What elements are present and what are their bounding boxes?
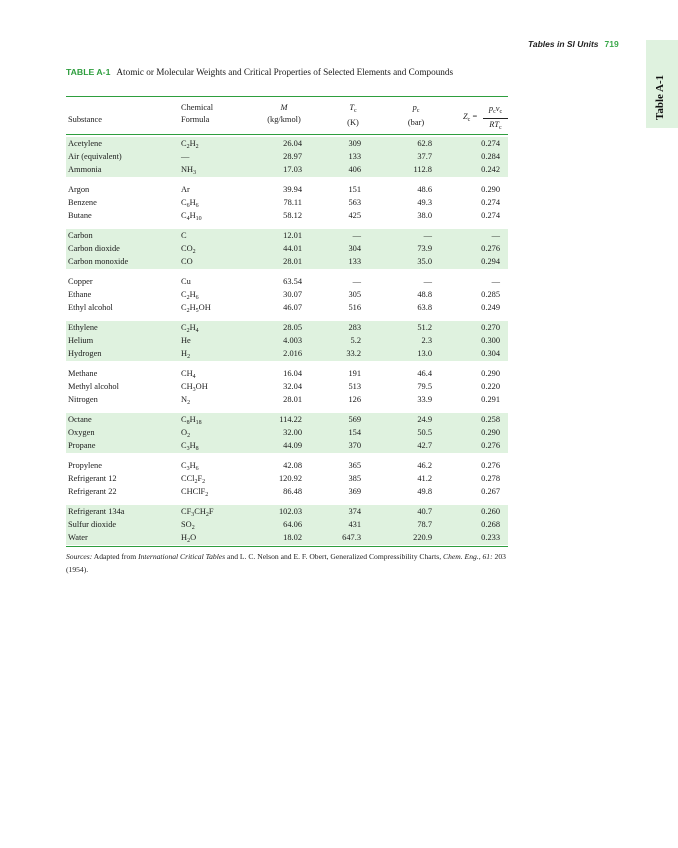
- col-zc-lhs: $Z_c$ =: [463, 112, 478, 123]
- molar-mass-cell: 46.07: [283, 302, 302, 312]
- table-row: [66, 256, 508, 269]
- zc-cell: 0.274: [481, 197, 500, 207]
- formula-cell: $CF_3CH_2F$: [181, 507, 214, 518]
- row-group: [66, 183, 508, 223]
- pc-cell: 46.2: [417, 461, 432, 470]
- table-row: [66, 302, 508, 315]
- pc-cell: 33.9: [417, 394, 432, 404]
- tc-cell: 374: [348, 507, 361, 516]
- pc-cell: 78.7: [417, 519, 432, 529]
- tc-cell: 151: [348, 185, 361, 194]
- formula-cell: CHClF$_2$: [181, 486, 209, 498]
- table-row: [66, 532, 508, 545]
- substance-cell: Benzene: [68, 197, 97, 207]
- pc-cell: 79.5: [417, 381, 432, 391]
- pc-cell: 63.8: [417, 302, 432, 312]
- zc-cell: 0.278: [481, 473, 500, 483]
- pc-cell: 37.7: [417, 151, 432, 161]
- col-molar-mass: M (kg/kmol): [267, 103, 301, 124]
- side-tab: [646, 40, 678, 128]
- table-row: [66, 440, 508, 453]
- formula-cell: CO: [181, 256, 193, 266]
- row-group: [66, 229, 508, 269]
- formula-cell: $C_8H_{18}$: [181, 415, 202, 426]
- table-row: [66, 197, 508, 210]
- zc-cell: 0.268: [481, 519, 500, 529]
- tc-cell: —: [352, 231, 361, 240]
- col-formula: Chemical Formula: [181, 103, 214, 124]
- substance-cell: Carbon: [68, 231, 93, 240]
- tc-cell: 126: [348, 394, 361, 404]
- molar-mass-cell: 30.07: [283, 289, 302, 299]
- side-tab-label: Table A-1: [654, 74, 666, 120]
- col-zc-fraction: $p_cv_c$ $RT_c$: [483, 103, 508, 134]
- zc-cell: 0.249: [481, 302, 500, 312]
- formula-cell: $C_3H_6$: [181, 461, 199, 472]
- formula-cell: He: [181, 335, 191, 345]
- tc-cell: 309: [348, 139, 361, 148]
- zc-cell: 0.270: [481, 323, 500, 332]
- substance-cell: Helium: [68, 335, 94, 345]
- table-row: [66, 348, 508, 361]
- zc-cell: 0.290: [481, 185, 500, 194]
- pc-cell: 41.2: [417, 473, 432, 483]
- formula-cell: $H_2O$: [181, 532, 197, 544]
- col-tc: $T_c$ (K): [347, 103, 359, 127]
- substance-cell: Ammonia: [68, 164, 102, 174]
- molar-mass-cell: 17.03: [283, 164, 302, 174]
- header-rule: [66, 134, 508, 135]
- table-row: [66, 210, 508, 223]
- tc-cell: —: [352, 277, 361, 286]
- formula-cell: $NH_3$: [181, 164, 197, 176]
- molar-mass-cell: 26.04: [283, 139, 302, 148]
- zc-cell: 0.220: [481, 381, 500, 391]
- zc-cell: 0.291: [481, 394, 500, 404]
- pc-cell: —: [423, 277, 432, 286]
- molar-mass-cell: 28.05: [283, 323, 302, 332]
- formula-cell: $C_6H_6$: [181, 197, 199, 209]
- molar-mass-cell: 86.48: [283, 486, 302, 496]
- zc-cell: 0.274: [481, 139, 500, 148]
- formula-cell: $C_2H_6$: [181, 289, 199, 301]
- formula-cell: $H_2$: [181, 348, 191, 360]
- table-row: [66, 164, 508, 177]
- zc-cell: 0.267: [481, 486, 500, 496]
- molar-mass-cell: 16.04: [283, 369, 302, 378]
- table-row: [66, 368, 508, 381]
- tc-cell: 365: [348, 461, 361, 470]
- substance-cell: Ethyl alcohol: [68, 302, 113, 312]
- tc-cell: 513: [348, 381, 361, 391]
- formula-cell: $C_2H_4$: [181, 323, 199, 334]
- formula-cell: $CH_4$: [181, 369, 196, 380]
- tc-cell: 563: [348, 197, 361, 207]
- pc-cell: 42.7: [417, 440, 432, 450]
- formula-cell: $C_2H_2$: [181, 139, 199, 150]
- tc-cell: 191: [348, 369, 361, 378]
- molar-mass-cell: 32.00: [283, 427, 302, 437]
- zc-cell: 0.274: [481, 210, 500, 220]
- table-caption: [66, 66, 486, 79]
- tc-cell: 370: [348, 440, 361, 450]
- pc-cell: 2.3: [421, 335, 432, 345]
- substance-cell: Acetylene: [68, 139, 102, 148]
- zc-cell: 0.242: [481, 164, 500, 174]
- table-row: [66, 184, 508, 197]
- table-row: [66, 151, 508, 164]
- tc-cell: 305: [348, 289, 361, 299]
- formula-cell: $SO_2$: [181, 519, 195, 531]
- row-group: [66, 505, 508, 545]
- formula-cell: $N_2$: [181, 394, 191, 406]
- zc-cell: 0.276: [481, 243, 500, 253]
- zc-cell: 0.260: [481, 507, 500, 516]
- molar-mass-cell: 32.04: [283, 381, 302, 391]
- formula-cell: $O_2$: [181, 427, 191, 439]
- tc-cell: 133: [348, 151, 361, 161]
- substance-cell: Refrigerant 12: [68, 473, 117, 483]
- table-row: [66, 394, 508, 407]
- molar-mass-cell: 28.01: [283, 256, 302, 266]
- substance-cell: Propane: [68, 440, 96, 450]
- table-row: [66, 519, 508, 532]
- molar-mass-cell: 18.02: [283, 532, 302, 542]
- tc-cell: 431: [348, 519, 361, 529]
- molar-mass-cell: 44.09: [283, 440, 302, 450]
- molar-mass-cell: 78.11: [283, 197, 302, 207]
- pc-cell: 13.0: [417, 348, 432, 358]
- formula-cell: $CO_2$: [181, 243, 196, 255]
- pc-cell: 48.6: [417, 185, 432, 194]
- formula-cell: $C_3H_8$: [181, 440, 199, 452]
- formula-cell: $C_4H_{10}$: [181, 210, 202, 222]
- zc-cell: —: [491, 277, 500, 286]
- molar-mass-cell: 114.22: [279, 415, 302, 424]
- tc-cell: 569: [348, 415, 361, 424]
- molar-mass-cell: 44.01: [283, 243, 302, 253]
- col-pc: $p_c$ (bar): [407, 103, 425, 127]
- molar-mass-cell: 120.92: [278, 473, 302, 483]
- table-row: [66, 230, 508, 243]
- zc-cell: 0.233: [481, 532, 500, 542]
- substance-cell: Refrigerant 22: [68, 486, 117, 496]
- zc-cell: 0.258: [481, 415, 500, 424]
- molar-mass-cell: 2.016: [283, 348, 302, 358]
- pc-cell: 73.9: [417, 243, 432, 253]
- tc-cell: 516: [348, 302, 361, 312]
- pc-cell: 51.2: [417, 323, 432, 332]
- formula-cell: $CCl_2F_2$: [181, 473, 206, 485]
- row-group: [66, 137, 508, 177]
- zc-cell: 0.276: [481, 440, 500, 450]
- substance-cell: Oxygen: [68, 427, 95, 437]
- zc-cell: —: [491, 231, 500, 240]
- top-rule: [66, 96, 508, 97]
- running-header: [528, 39, 619, 49]
- formula-cell: $CH_3OH$: [181, 381, 208, 393]
- pc-cell: 50.5: [417, 427, 432, 437]
- molar-mass-cell: 64.06: [283, 519, 302, 529]
- substance-cell: Methane: [68, 369, 98, 378]
- substance-cell: Water: [68, 532, 88, 542]
- table-row: [66, 506, 508, 519]
- substance-cell: Hydrogen: [68, 348, 102, 358]
- molar-mass-cell: 12.01: [283, 231, 302, 240]
- table-row: [66, 427, 508, 440]
- tc-cell: 369: [348, 486, 361, 496]
- tc-cell: 304: [348, 243, 361, 253]
- page-number: 719: [604, 39, 619, 49]
- substance-cell: Propylene: [68, 461, 102, 470]
- tc-cell: 133: [348, 256, 361, 266]
- header-title: Tables in SI Units: [528, 39, 599, 49]
- zc-cell: 0.285: [481, 289, 500, 299]
- molar-mass-cell: 28.01: [283, 394, 302, 404]
- zc-cell: 0.284: [481, 151, 500, 161]
- tc-cell: 385: [348, 473, 361, 483]
- pc-cell: 49.8: [417, 486, 432, 496]
- zc-cell: 0.300: [481, 335, 500, 345]
- zc-cell: 0.290: [481, 369, 500, 378]
- table-row: [66, 289, 508, 302]
- pc-cell: 112.8: [413, 164, 432, 174]
- pc-cell: 220.9: [413, 532, 432, 542]
- row-group: [66, 321, 508, 361]
- substance-cell: Refrigerant 134a: [68, 507, 125, 516]
- pc-cell: 48.8: [417, 289, 432, 299]
- tc-cell: 5.2: [350, 335, 361, 345]
- substance-cell: Nitrogen: [68, 394, 98, 404]
- row-group: [66, 367, 508, 407]
- table-row: [66, 322, 508, 335]
- table-label: TABLE A-1: [66, 67, 111, 77]
- zc-cell: 0.294: [481, 256, 500, 266]
- table-row: [66, 381, 508, 394]
- pc-cell: 62.8: [417, 139, 432, 148]
- formula-cell: Ar: [181, 185, 190, 194]
- substance-cell: Sulfur dioxide: [68, 519, 117, 529]
- tc-cell: 33.2: [346, 348, 361, 358]
- sources-note: Sources: Adapted from International Critical Tables and L. C. Nelson and E. F. Obert, Generalized Compressibility Charts, Chem. Eng., 61: 203 (1954).: [66, 552, 506, 574]
- pc-cell: 35.0: [417, 256, 432, 266]
- table-row: [66, 473, 508, 486]
- table-row: [66, 138, 508, 151]
- substance-cell: Octane: [68, 415, 92, 424]
- table-row: [66, 414, 508, 427]
- row-group: [66, 275, 508, 315]
- pc-cell: 24.9: [417, 415, 432, 424]
- substance-cell: Butane: [68, 210, 92, 220]
- table-row: [66, 276, 508, 289]
- molar-mass-cell: 102.03: [278, 507, 302, 516]
- pc-cell: 49.3: [417, 197, 432, 207]
- tc-cell: 154: [348, 427, 361, 437]
- substance-cell: Argon: [68, 185, 90, 194]
- table-title: Atomic or Molecular Weights and Critical Properties of Selected Elements and Compounds: [116, 67, 454, 77]
- substance-cell: Carbon monoxide: [68, 256, 129, 266]
- molar-mass-cell: 58.12: [283, 210, 302, 220]
- table-row: [66, 335, 508, 348]
- zc-cell: 0.290: [481, 427, 500, 437]
- pc-cell: 38.0: [417, 210, 432, 220]
- formula-cell: $C_2H_5OH$: [181, 302, 211, 314]
- pc-cell: 46.4: [417, 369, 432, 378]
- pc-cell: —: [423, 231, 432, 240]
- tc-cell: 283: [348, 323, 361, 332]
- formula-cell: —: [181, 151, 190, 161]
- molar-mass-cell: 4.003: [283, 335, 302, 345]
- substance-cell: Carbon dioxide: [68, 243, 120, 253]
- molar-mass-cell: 28.97: [283, 151, 302, 161]
- table-row: [66, 486, 508, 499]
- substance-cell: Air (equivalent): [68, 151, 122, 161]
- row-group: [66, 459, 508, 499]
- table-row: [66, 460, 508, 473]
- tc-cell: 647.3: [342, 532, 361, 542]
- pc-cell: 40.7: [417, 507, 432, 516]
- row-group: [66, 413, 508, 453]
- formula-cell: C: [181, 231, 187, 240]
- table-row: [66, 243, 508, 256]
- zc-cell: 0.304: [481, 348, 500, 358]
- substance-cell: Ethane: [68, 289, 92, 299]
- tc-cell: 406: [348, 164, 361, 174]
- substance-cell: Ethylene: [68, 323, 98, 332]
- bottom-rule: [66, 546, 508, 547]
- substance-cell: Methyl alcohol: [68, 381, 119, 391]
- formula-cell: Cu: [181, 277, 191, 286]
- col-substance: Substance: [68, 115, 102, 124]
- zc-cell: 0.276: [481, 461, 500, 470]
- molar-mass-cell: 63.54: [283, 277, 302, 286]
- substance-cell: Copper: [68, 277, 93, 286]
- tc-cell: 425: [348, 210, 361, 220]
- molar-mass-cell: 42.08: [283, 461, 302, 470]
- molar-mass-cell: 39.94: [283, 185, 302, 194]
